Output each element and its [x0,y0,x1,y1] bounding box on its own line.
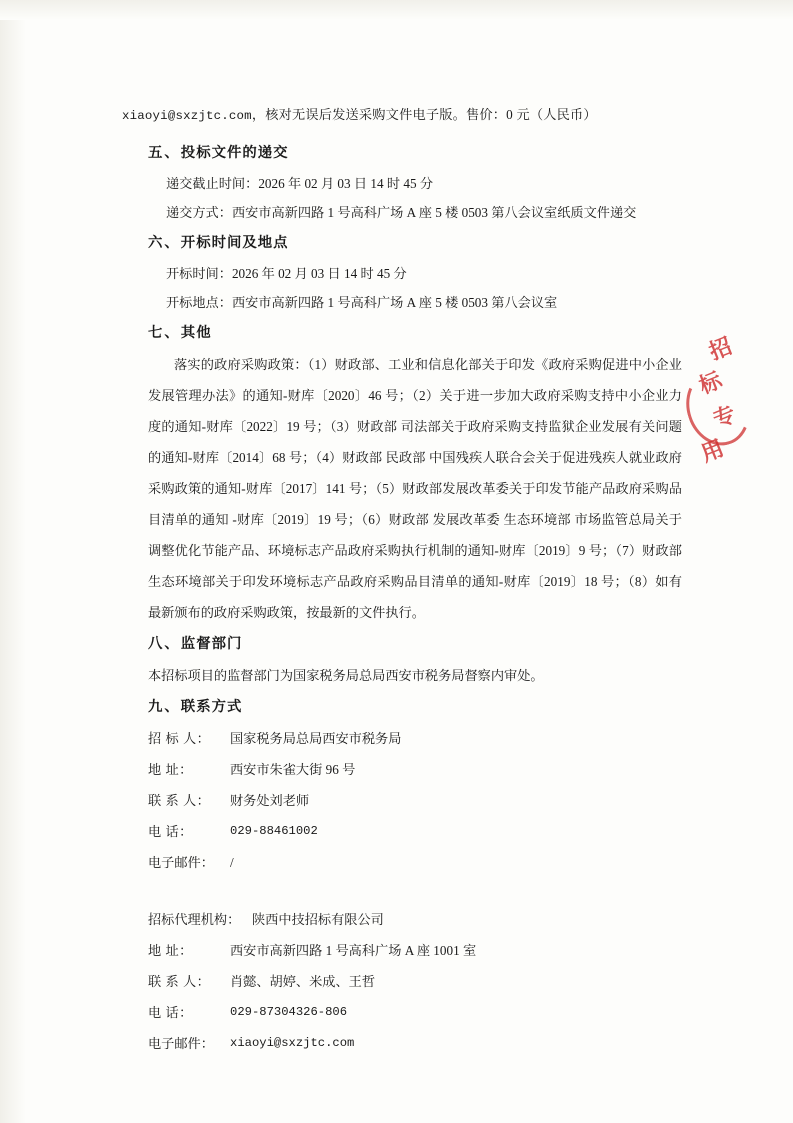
section-6-row-2-label: 开标地点： [166,295,232,310]
section-heading-8 [148,628,682,660]
seal-char-2: 标 [695,366,728,399]
contact-row [148,847,682,878]
section-number-9: 九、 [148,699,181,715]
continued-line [122,100,682,131]
agency-phone-value: 029-87304326-806 [230,1005,348,1019]
continued-line-rest: ，核对无误后发送采购文件电子版。售价：0 元（人民币） [251,107,597,122]
section-6-row-2 [166,288,682,317]
tenderer-person-value: 财务处刘老师 [230,793,310,808]
agency-person-value: 肖懿、胡婷、米成、王哲 [230,974,376,989]
section-6-row-2-value: 西安市高新四路 1 号高科广场 A 座 5 楼 0503 第八会议室 [231,295,558,310]
contact-row [148,935,682,966]
tenderer-email-label: 电子邮件： [148,855,214,870]
tenderer-phone-value: 029-88461002 [230,824,318,838]
tenderer-name-value: 国家税务局总局西安市税务局 [230,731,402,746]
section-5-row-1-value: 2026 年 02 月 03 日 14 时 45 分 [258,176,434,191]
contact-row [148,754,682,785]
tenderer-contact-block [148,723,682,878]
block-spacer [122,878,682,904]
section-number-5: 五、 [148,145,181,161]
section-7-paragraph: 落实的政府采购政策：（1）财政部、工业和信息化部关于印发《政府采购促进中小企业发展管理办法》的通知-财库〔2020〕46 号；（2）关于进一步加大政府采购支持中小企业力度的通知-财库〔2022〕19 号；（3）财政部 司法部关于政府采购支持监狱企业发展有关问题的通知-财库〔2014〕68 号；（4）财政部 民政部 中国残疾人联合会关于促进残疾人就业政府采购政策的通知-财库〔2017〕141 号；（5）财政部发展改革委关于印发节能产品政府采购品目清单的通知 -财库〔2019〕19 号；（6）财政部 发展改革委 生态环境部 市场监管总局关于调整优化节能产品、环境标志产品政府采购执行机制的通知-财库〔2019〕9 号；（7）财政部生态环境部关于印发环境标志产品政府采购品目清单的通知-财库〔2019〕18 号；（8）如有最新颁布的政府采购政策，按最新的文件执行。 [148,357,682,620]
email-text: xiaoyi@sxzjtc.com [122,109,252,123]
agency-name-label: 招标代理机构： [148,912,241,927]
section-number-6: 六、 [148,235,181,251]
document-content [122,100,682,1059]
section-5-row-2-label: 递交方式： [166,205,232,220]
section-title-7: 其他 [180,325,212,341]
tenderer-phone-label: 电 话： [148,824,193,839]
section-5-row-2 [166,198,682,227]
agency-person-label: 联 系 人： [148,974,211,989]
contact-row [148,1028,682,1059]
tenderer-address-value: 西安市朱雀大街 96 号 [230,762,356,777]
section-number-8: 八、 [148,636,181,652]
section-heading-6 [148,227,682,259]
seal-char-3: 专 [709,400,742,433]
official-seal-stamp [685,330,755,480]
section-6-row-1-label: 开标时间： [166,266,232,281]
section-5-row-2-value: 西安市高新四路 1 号高科广场 A 座 5 楼 0503 第八会议室纸质文件递交 [231,205,637,220]
agency-address-value: 西安市高新四路 1 号高科广场 A 座 1001 室 [230,943,477,958]
scan-edge-top [0,0,793,20]
section-heading-5 [148,137,682,169]
contact-row [148,785,682,816]
tenderer-name-label: 招 标 人： [148,731,211,746]
section-title-9: 联系方式 [180,699,243,715]
agency-contact-block [148,904,682,1059]
agency-email-label: 电子邮件： [148,1036,214,1051]
seal-char-4: 用 [697,434,730,467]
section-6-row-1 [166,259,682,288]
tenderer-address-label: 地 址： [148,762,193,777]
seal-char-1: 招 [705,332,738,365]
section-8-paragraph: 本招标项目的监督部门为国家税务局总局西安市税务局督察内审处。 [148,668,544,683]
section-heading-9 [148,691,682,723]
section-6-row-1-value: 2026 年 02 月 03 日 14 时 45 分 [231,266,407,281]
agency-phone-label: 电 话： [148,1005,193,1020]
section-heading-7 [148,317,682,349]
tenderer-person-label: 联 系 人： [148,793,211,808]
section-number-7: 七、 [148,325,181,341]
section-5-row-1 [166,169,682,198]
contact-row [148,904,682,935]
section-title-6: 开标时间及地点 [180,235,289,251]
section-title-8: 监督部门 [180,636,243,652]
seal-arc-icon [677,362,759,453]
agency-email-value: xiaoyi@sxzjtc.com [230,1036,355,1050]
section-5-row-1-label: 递交截止时间： [166,176,259,191]
contact-row [148,966,682,997]
contact-row [148,723,682,754]
tenderer-email-value: / [230,855,234,870]
agency-address-label: 地 址： [148,943,193,958]
agency-name-value: 陕西中技招标有限公司 [252,912,384,927]
contact-row [148,816,682,847]
contact-row [148,997,682,1028]
section-title-5: 投标文件的递交 [180,145,289,161]
scan-edge-left [0,0,26,1123]
